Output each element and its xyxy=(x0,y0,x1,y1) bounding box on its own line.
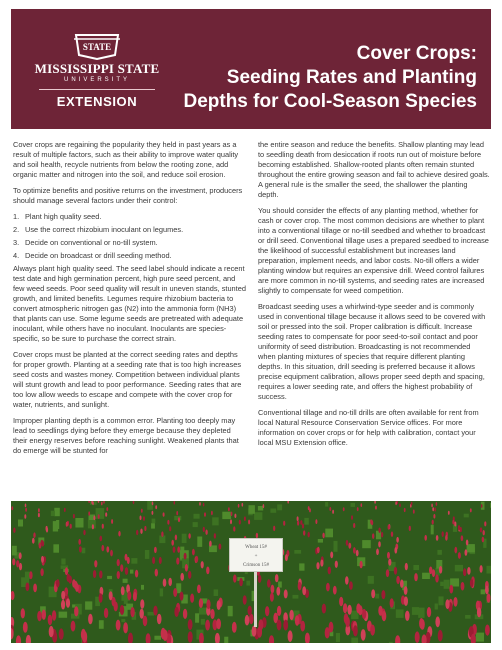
text-column-left xyxy=(13,140,246,462)
list-number: 3. xyxy=(13,238,20,247)
page-title xyxy=(177,42,477,114)
paragraph-planting-method: You should consider the effects of any planting method, whether for cash or cover crop. The most common decisions are whether to plant into a conventional tillage or no-till seedbed and whether to broadcast or drill seed. Conventional tillage uses a prepared seedbed to increase the likelihood of successful establishment but increases land preparation, implement needs, and labor costs. No-till offers a wider planting window but requires an expensive drill. Weed control failures are more common in no-till systems, and seeding rates are increased slightly to compensate for weed competition. xyxy=(258,206,489,295)
logo-university-word: UNIVERSITY xyxy=(63,77,130,83)
list-number: 1. xyxy=(13,212,20,221)
list-number: 2. xyxy=(13,225,20,234)
logo-university-name: MISSISSIPPI STATE xyxy=(34,61,160,76)
paragraph-broadcast: Broadcast seeding uses a whirlwind-type seeder and is commonly used in conventional tillage because it allows seed to be covered with soil or pressed into the soil. Proper calibration is difficult. Increase seeding rates to compensate for poor seed-to-soil contact and poor uniformity of seed distribution. Broadcasting is not recommended when planting mixtures of species that require different planting depths. In this situation, drill seeding is preferred because it allows precise equipment calibration, allows proper seed depth and spacing, requires a lower seeding rate, and offers the highest probability of success. xyxy=(258,302,486,401)
list-text: Plant high quality seed. xyxy=(25,212,102,221)
state-shield-icon xyxy=(72,33,122,60)
paragraph-factors: To optimize benefits and positive returns on the investment, producers should manage several factors under their control: xyxy=(13,186,243,205)
title-line-1: Cover Crops: xyxy=(356,43,477,64)
factors-list xyxy=(13,212,246,261)
list-item xyxy=(13,212,246,222)
logo-divider xyxy=(39,89,155,90)
list-text: Use the correct rhizobium inoculant on legumes. xyxy=(25,225,184,234)
title-line-3: Depths for Cool-Season Species xyxy=(183,91,477,112)
sign-line-1: Wheat 15# xyxy=(245,545,267,550)
paragraph-seeding-rates: Cover crops must be planted at the correct seeding rates and depths for proper growth. Planting at a seeding rate that is too high increases seed costs and wastes money. Competition between individual plants will stunt growth and lead to poor performance. Seeding rates that are too low allow weeds to escape and compete with the cover crop for water, nutrients, and sunlight. xyxy=(13,350,242,409)
paragraph-planting-depth: Improper planting depth is a common error. Planting too deeply may lead to seedlings dying before they emerge because they depleted their energy reserves before reaching sunlight. Weakened plants that do emerge will be stunted for xyxy=(13,416,239,455)
header-banner xyxy=(11,9,491,129)
msu-extension-logo[interactable] xyxy=(29,33,165,123)
list-item xyxy=(13,225,246,235)
plot-sign xyxy=(229,538,283,572)
sign-line-3: Crimson 15# xyxy=(243,563,269,568)
crimson-clover-photo xyxy=(11,501,491,643)
list-text: Decide on broadcast or drill seeding method. xyxy=(25,251,172,260)
list-text: Decide on conventional or no-till system. xyxy=(25,238,158,247)
paragraph-seed-quality: Always plant high quality seed. The seed label should indicate a recent test date and high germination percent, high pure seed percent, and few weed seeds. Poor seed quality will result in uneven stands, stunted growth, and limited benefits. Legumes require rhizobium bacteria to convert atmospheric nitrogen gas (N2) into the ammonia form (NH3) that plants can use. Some legume seeds are pretreated with adequate inoculant, while others have no inoculant. Inoculants are species-specific, so be sure to purchase the correct strain. xyxy=(13,264,246,343)
shield-text: STATE xyxy=(82,42,112,52)
logo-extension: EXTENSION xyxy=(56,94,138,109)
paragraph-intro: Cover crops are regaining the popularity they held in past years as a result of multiple factors, such as their ability to improve water quality and soil health, recycle nutrients from below the rooting zone, add organic matter and nitrogen into the soil, and reduce soil erosion. xyxy=(13,140,239,179)
list-item xyxy=(13,251,246,261)
sign-stake xyxy=(254,572,257,627)
title-line-2: Seeding Rates and Planting xyxy=(226,67,477,88)
paragraph-contact: Conventional tillage and no-till drills are often available for rent from local Natural Resource Conservation Service offices. For more information on cover crops or for help with calibration, contact your local MSU Extension office. xyxy=(258,408,479,447)
clover-field-image xyxy=(11,501,491,643)
sign-line-2: + xyxy=(254,554,258,559)
list-item xyxy=(13,238,246,248)
paragraph-continued: the entire season and reduce the benefits. Shallow planting may lead to seedling death from desiccation if roots run out of moisture before becoming established. Shallow-rooted plants often remain stunted throughout the entire growing season and fail to achieve desired goals. A general rule is the smaller the seed, the shallower the planting depth. xyxy=(258,140,490,199)
list-number: 4. xyxy=(13,251,20,260)
text-column-right xyxy=(258,140,490,454)
